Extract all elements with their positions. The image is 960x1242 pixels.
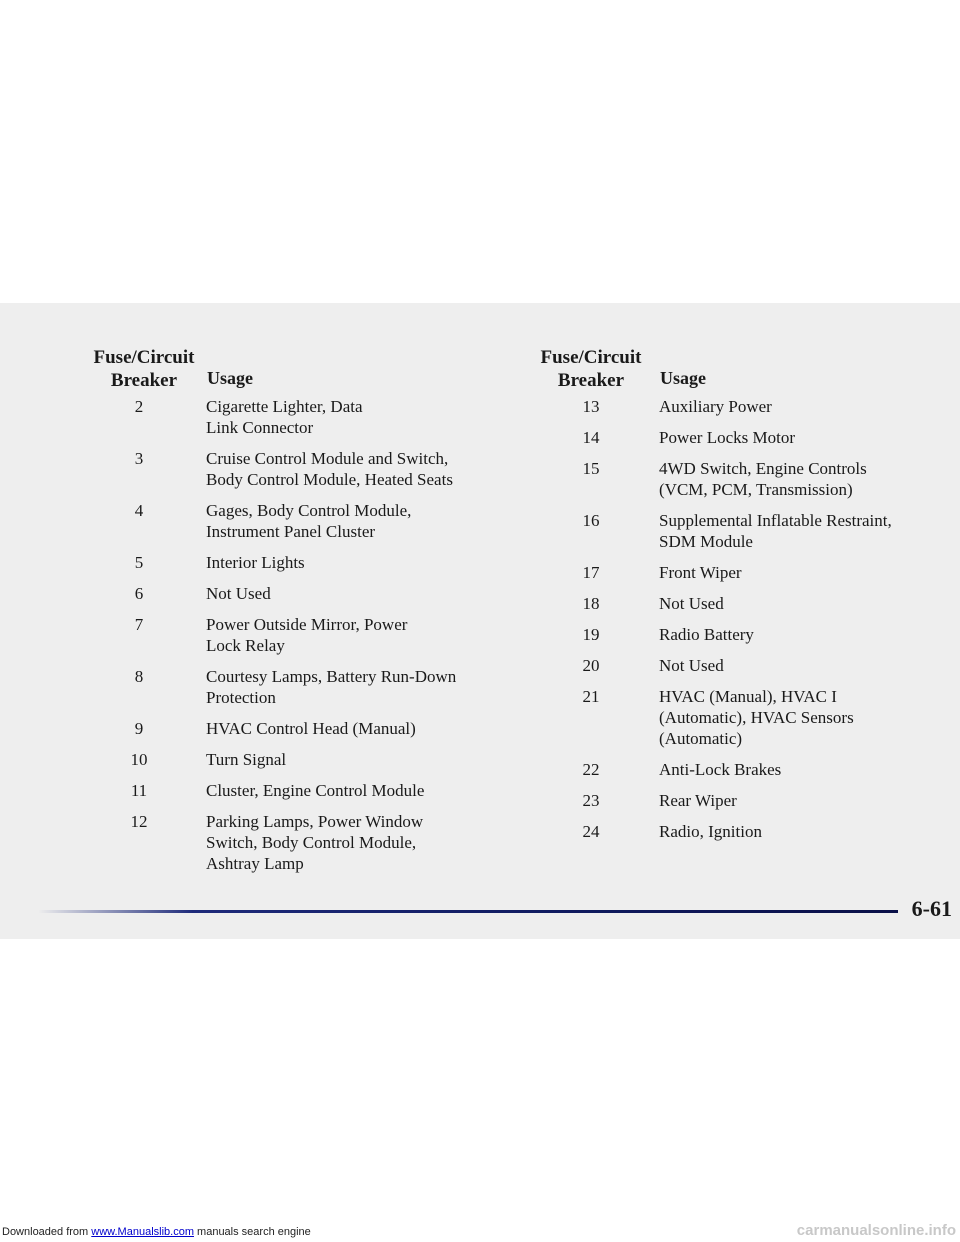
fuse-usage: Not Used bbox=[659, 656, 724, 675]
table-row bbox=[60, 448, 500, 490]
table-row bbox=[60, 811, 500, 874]
table-row bbox=[515, 396, 955, 417]
table-row bbox=[515, 593, 955, 614]
table-row bbox=[515, 562, 955, 583]
fuse-rows-left bbox=[60, 396, 500, 874]
fuse-rows-right bbox=[515, 396, 955, 842]
fuse-column-header bbox=[515, 346, 667, 392]
fuse-number: 17 bbox=[582, 563, 600, 582]
fuse-number: 7 bbox=[134, 615, 144, 634]
fuse-number: 10 bbox=[130, 750, 148, 769]
table-row bbox=[515, 510, 955, 552]
fuse-usage: Cigarette Lighter, Data Link Connector bbox=[206, 397, 363, 437]
fuse-column-header bbox=[60, 346, 228, 392]
fuse-usage: Power Locks Motor bbox=[659, 428, 795, 447]
fuse-number: 9 bbox=[134, 719, 144, 738]
table-row bbox=[60, 500, 500, 542]
fuse-usage: Parking Lamps, Power Window Switch, Body Control Module, Ashtray Lamp bbox=[206, 812, 424, 873]
table-row bbox=[60, 614, 500, 656]
manualslib-link[interactable]: www.Manualslib.com bbox=[91, 1226, 194, 1238]
table-header-left bbox=[60, 346, 500, 392]
fuse-header-line1: Fuse/Circuit bbox=[93, 347, 195, 368]
fuse-number: 14 bbox=[582, 428, 600, 447]
fuse-table-right bbox=[515, 346, 955, 852]
fuse-number: 6 bbox=[134, 584, 144, 603]
fuse-number: 19 bbox=[582, 625, 600, 644]
fuse-number: 13 bbox=[582, 397, 600, 416]
fuse-table-left bbox=[60, 346, 500, 884]
fuse-usage: Not Used bbox=[659, 594, 724, 613]
fuse-usage: Front Wiper bbox=[659, 563, 742, 582]
table-row bbox=[60, 552, 500, 573]
table-row bbox=[515, 821, 955, 842]
fuse-number: 23 bbox=[582, 791, 600, 810]
fuse-usage: Interior Lights bbox=[206, 553, 305, 572]
fuse-usage: Gages, Body Control Module, Instrument Panel Cluster bbox=[206, 501, 412, 541]
table-row bbox=[515, 427, 955, 448]
table-row bbox=[515, 458, 955, 500]
table-row bbox=[515, 790, 955, 811]
fuse-number: 11 bbox=[130, 781, 148, 800]
fuse-number: 5 bbox=[134, 553, 144, 572]
usage-column-header: Usage bbox=[207, 368, 253, 388]
watermark: carmanualsonline.info bbox=[796, 1222, 956, 1239]
fuse-number: 8 bbox=[134, 667, 144, 686]
fuse-number: 20 bbox=[582, 656, 600, 675]
fuse-usage: Power Outside Mirror, Power Lock Relay bbox=[206, 615, 408, 655]
fuse-header-line2: Breaker bbox=[110, 370, 178, 391]
table-row bbox=[60, 780, 500, 801]
fuse-usage: Cruise Control Module and Switch, Body Control Module, Heated Seats bbox=[206, 449, 453, 489]
usage-column-header: Usage bbox=[660, 368, 706, 388]
download-footer bbox=[2, 1226, 311, 1238]
fuse-number: 24 bbox=[582, 822, 600, 841]
fuse-number: 12 bbox=[130, 812, 148, 831]
fuse-usage: Supplemental Inflatable Restraint, SDM Module bbox=[659, 511, 892, 551]
table-row bbox=[515, 655, 955, 676]
page-divider-rule bbox=[38, 910, 898, 913]
fuse-usage: Courtesy Lamps, Battery Run-Down Protection bbox=[206, 667, 457, 707]
fuse-usage: Auxiliary Power bbox=[659, 397, 772, 416]
fuse-usage: HVAC Control Head (Manual) bbox=[206, 719, 416, 738]
fuse-number: 18 bbox=[582, 594, 600, 613]
fuse-usage: Radio Battery bbox=[659, 625, 754, 644]
table-header-right bbox=[515, 346, 955, 392]
fuse-number: 22 bbox=[582, 760, 600, 779]
table-row bbox=[515, 624, 955, 645]
table-row bbox=[60, 666, 500, 708]
fuse-usage: Anti-Lock Brakes bbox=[659, 760, 782, 779]
table-row bbox=[515, 686, 955, 749]
fuse-usage: 4WD Switch, Engine Controls (VCM, PCM, Transmission) bbox=[659, 459, 867, 499]
fuse-number: 2 bbox=[134, 397, 144, 416]
fuse-number: 4 bbox=[134, 501, 144, 520]
page-number: 6-61 bbox=[911, 896, 952, 921]
fuse-number: 3 bbox=[134, 449, 144, 468]
fuse-usage: Not Used bbox=[206, 584, 271, 603]
fuse-header-line2: Breaker bbox=[557, 370, 625, 391]
table-row bbox=[60, 718, 500, 739]
footer-prefix: Downloaded from bbox=[2, 1226, 92, 1238]
fuse-usage: Turn Signal bbox=[206, 750, 287, 769]
table-row bbox=[60, 749, 500, 770]
footer-suffix: manuals search engine bbox=[193, 1226, 311, 1238]
fuse-number: 16 bbox=[582, 511, 600, 530]
fuse-number: 15 bbox=[582, 459, 600, 478]
fuse-number: 21 bbox=[582, 687, 600, 706]
fuse-usage: Radio, Ignition bbox=[659, 822, 762, 841]
fuse-header-line1: Fuse/Circuit bbox=[540, 347, 642, 368]
fuse-usage: Cluster, Engine Control Module bbox=[206, 781, 425, 800]
table-row bbox=[60, 396, 500, 438]
table-row bbox=[60, 583, 500, 604]
table-row bbox=[515, 759, 955, 780]
fuse-usage: HVAC (Manual), HVAC I (Automatic), HVAC Sensors (Automatic) bbox=[659, 687, 854, 748]
fuse-usage: Rear Wiper bbox=[659, 791, 737, 810]
